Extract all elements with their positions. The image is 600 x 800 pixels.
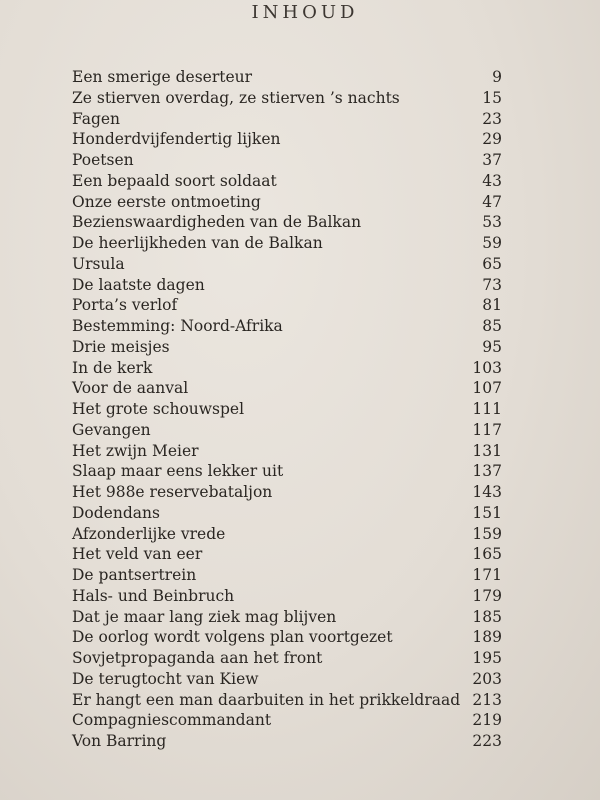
toc-entry (72, 295, 502, 316)
toc-entry (72, 690, 502, 711)
toc-entry-page-number: 195 (472, 649, 502, 667)
toc-entry (72, 192, 502, 213)
toc-entry-title: Bestemming: Noord-Afrika (72, 317, 283, 335)
toc-entry-page-number: 103 (472, 358, 502, 377)
toc-entry (72, 316, 502, 337)
toc-entry-page-number: 95 (482, 337, 502, 356)
toc-entry-page-number: 47 (482, 192, 502, 211)
toc-entry-title: Dat je maar lang ziek mag blijven (72, 607, 337, 626)
toc-entry (72, 337, 502, 358)
toc-entry (72, 669, 502, 690)
page-heading: INHOUD (251, 2, 359, 23)
toc-entry (72, 503, 502, 524)
toc-entry-title: De heerlijkheden van de Balkan (72, 234, 323, 252)
toc-entry-title: Gevangen (72, 420, 151, 439)
toc-entry-page-number: 131 (472, 441, 502, 460)
toc-entry-title: Een bepaald soort soldaat (72, 171, 277, 190)
toc-entry (72, 607, 502, 628)
toc-entry-page-number: 9 (492, 68, 502, 86)
toc-entry (72, 420, 502, 441)
table-of-contents (72, 67, 502, 752)
toc-entry-page-number: 159 (472, 524, 502, 543)
toc-entry (72, 67, 502, 88)
toc-entry-title: Dodendans (72, 503, 160, 522)
toc-entry-title: Compagniescommandant (72, 711, 272, 730)
toc-entry-title: Er hangt een man daarbuiten in het prikkeldraad (72, 690, 461, 709)
toc-entry (72, 358, 502, 379)
toc-entry (72, 150, 502, 171)
toc-entry-page-number: 189 (472, 628, 502, 647)
toc-entry-title: Honderdvijfendertig lijken (72, 130, 281, 149)
toc-entry-page-number: 171 (472, 566, 502, 584)
toc-entry-title: Drie meisjes (72, 337, 170, 356)
toc-entry (72, 399, 502, 420)
toc-entry-page-number: 73 (482, 275, 502, 294)
toc-entry (72, 482, 502, 503)
toc-entry-page-number: 179 (472, 586, 502, 605)
toc-entry-page-number: 53 (482, 213, 502, 232)
toc-entry-page-number: 29 (482, 130, 502, 149)
toc-entry-title: Von Barring (72, 732, 167, 750)
toc-entry (72, 648, 502, 669)
toc-entry-page-number: 185 (472, 607, 502, 626)
toc-entry-page-number: 65 (482, 254, 502, 273)
toc-entry-page-number: 137 (472, 462, 502, 481)
toc-entry (72, 275, 502, 296)
toc-entry-title: Het 988e reservebataljon (72, 483, 273, 501)
toc-entry-page-number: 85 (482, 317, 502, 335)
toc-entry-title: De terugtocht van Kiew (72, 669, 259, 688)
toc-entry-page-number: 43 (482, 171, 502, 190)
toc-entry (72, 524, 502, 545)
toc-entry (72, 565, 502, 586)
toc-entry-page-number: 107 (472, 379, 502, 398)
toc-entry (72, 88, 502, 109)
toc-entry-page-number: 143 (472, 483, 502, 501)
toc-entry-page-number: 219 (472, 711, 502, 730)
toc-entry-title: Onze eerste ontmoeting (72, 192, 261, 211)
toc-entry-title: Hals- und Beinbruch (72, 586, 235, 605)
toc-entry-page-number: 117 (472, 420, 502, 439)
toc-entry (72, 378, 502, 399)
toc-entry (72, 710, 502, 731)
toc-entry-title: De laatste dagen (72, 275, 205, 294)
toc-entry-title: Bezienswaardigheden van de Balkan (72, 213, 362, 232)
toc-entry-title: Het veld van eer (72, 545, 203, 564)
toc-entry-title: Afzonderlijke vrede (72, 524, 226, 543)
toc-entry (72, 129, 502, 150)
toc-entry-title: Sovjetpropaganda aan het front (72, 649, 323, 667)
toc-entry-page-number: 223 (472, 732, 502, 750)
toc-entry-title: Het zwijn Meier (72, 441, 199, 460)
toc-entry (72, 461, 502, 482)
toc-entry (72, 731, 502, 752)
toc-entry-title: Ze stierven overdag, ze stierven ’s nachts (72, 88, 400, 107)
toc-entry (72, 586, 502, 607)
toc-entry-page-number: 15 (482, 88, 502, 107)
toc-entry-title: Het grote schouwspel (72, 400, 245, 418)
toc-entry-title: Fagen (72, 109, 121, 128)
toc-entry-page-number: 23 (482, 109, 502, 128)
toc-entry-page-number: 165 (472, 545, 502, 564)
toc-entry-title: De pantsertrein (72, 566, 197, 584)
toc-entry (72, 627, 502, 648)
toc-entry (72, 441, 502, 462)
toc-entry-title: Ursula (72, 254, 125, 273)
toc-entry-title: In de kerk (72, 358, 153, 377)
toc-entry-page-number: 59 (482, 234, 502, 252)
toc-entry-page-number: 203 (472, 669, 502, 688)
toc-entry-page-number: 81 (482, 296, 502, 315)
toc-entry-page-number: 37 (482, 151, 502, 169)
toc-entry-page-number: 151 (472, 503, 502, 522)
toc-entry-title: Een smerige deserteur (72, 68, 253, 86)
toc-entry (72, 544, 502, 565)
toc-entry (72, 254, 502, 275)
toc-entry (72, 171, 502, 192)
toc-entry-page-number: 111 (472, 400, 502, 418)
toc-entry-title: Voor de aanval (72, 379, 189, 398)
toc-entry-title: Poetsen (72, 151, 134, 169)
toc-entry-page-number: 213 (472, 690, 502, 709)
toc-entry-title: De oorlog wordt volgens plan voortgezet (72, 628, 393, 647)
toc-entry (72, 233, 502, 254)
toc-entry (72, 212, 502, 233)
toc-entry (72, 109, 502, 130)
toc-entry-title: Porta’s verlof (72, 296, 178, 315)
toc-entry-title: Slaap maar eens lekker uit (72, 462, 284, 481)
